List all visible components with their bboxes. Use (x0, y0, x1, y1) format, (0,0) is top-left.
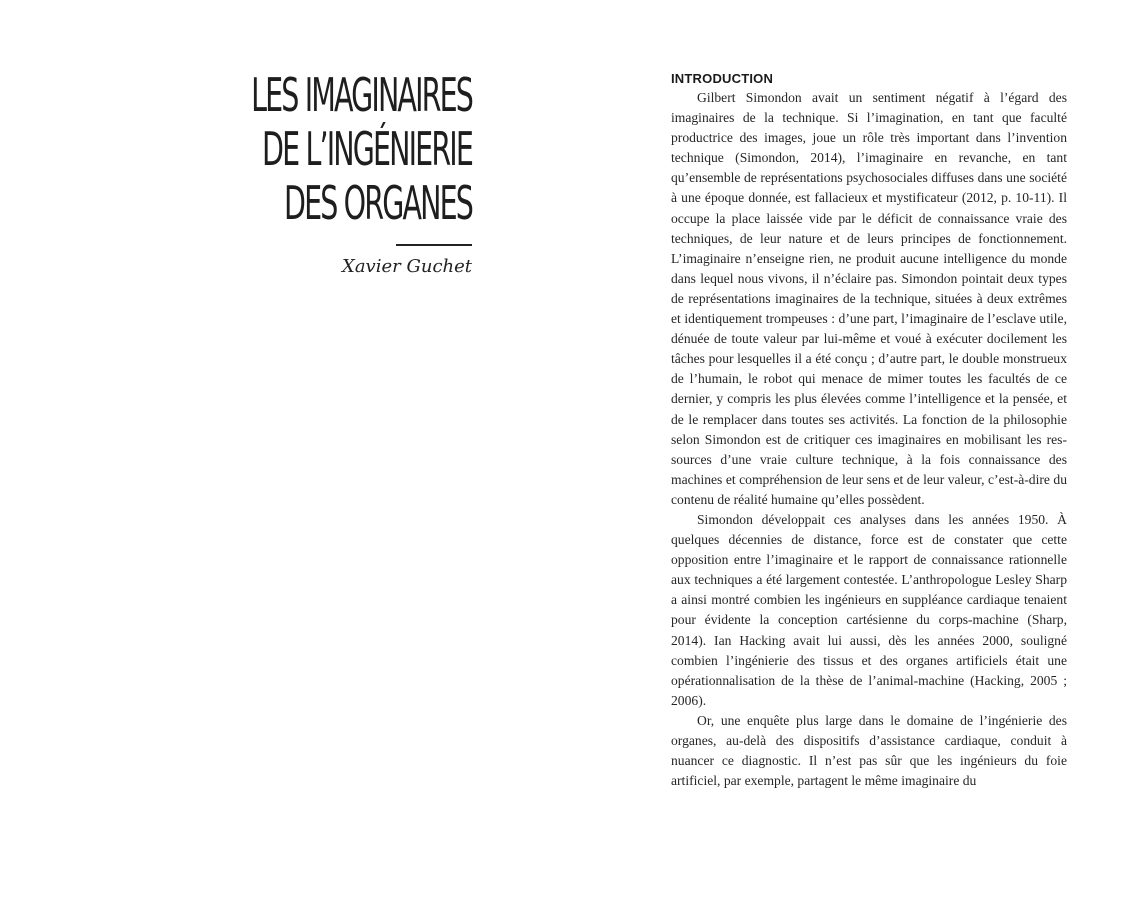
body-paragraph: Gilbert Simondon avait un sentiment négatif à l’égard des imaginaires de la technique. Si l’imagination, en tant que faculté productrice des images, joue un rôle très important dans l’invention technique (Simondon, 2014), l’imaginaire en revanche, en tant qu’ensemble de représentations psychosociales diffuses dans une société à une époque donnée, est fallacieux et mystificateur (2012, p. 10-11). Il occupe la place laissée vide par le déficit de connaissance vraie des techniques, de leur nature et de leurs principes de fonctionnement. L’imaginaire n’enseigne rien, ne produit aucune intelligence du monde dans lequel nous vivons, il n’éclaire pas. Simondon pointait deux types de représentations imaginaires de la technique, situées à deux extrêmes et identiquement trompeuses : d’une part, l’imaginaire de l’esclave utile, dénuée de toute valeur par lui-même et voué à exécuter docilement les tâches pour lesquelles il a été conçu ; d’autre part, le double monstrueux de l’humain, le robot qui menace de mimer toutes les facultés de ce dernier, y compris les plus élevées comme l’intelligence et la pensée, et de le remplacer dans toutes ses activités. La fonction de la philosophie selon Simondon est de critiquer ces imaginaires en mobilisant les ressources d’une vraie culture technique, à la fois connaissance des machines et compréhension de leur sens et de leur valeur, c’est-à-dire du contenu de réalité humaine qu’elles possèdent. (671, 90, 1067, 507)
body-paragraph: Simondon développait ces analyses dans les années 1950. À quelques décennies de distance, force est de constater que cette opposition entre l’imaginaire et le rapport de connaissance rationnelle aux techniques a été largement contestée. L’anthropologue Lesley Sharp a ainsi montré combien les ingénieurs en suppléance cardiaque tenaient pour évidente la conception cartésienne du corps-machine (Sharp, 2014). Ian Hacking avait lui aussi, dès les années 2000, souligné combien l’ingénierie des tissus et des organes artificiels était une opérationnalisation de la thèse de l’animal-machine (Hacking, 2005 ; 2006). (671, 511, 1067, 708)
body-paragraph: Or, une enquête plus large dans le domaine de l’ingénierie des organes, au-delà des dispositifs d’assistance cardiaque, conduit à nuancer ce diagnostic. Il n’est pas sûr que les ingénieurs du foie artificiel, par exemple, partagent le même imaginaire du (671, 712, 1067, 789)
chapter-title-line: DES ORGANES (283, 176, 472, 230)
section-heading: INTRODUCTION (671, 71, 774, 86)
title-divider (396, 244, 472, 246)
chapter-title-block (112, 68, 472, 279)
author-name: Xavier Guchet (342, 256, 472, 277)
right-page (572, 0, 1144, 905)
chapter-title-line: DE L’INGÉNIERIE (262, 122, 472, 176)
body-text-column (671, 70, 1067, 791)
chapter-title-line: LES IMAGINAIRES (251, 68, 472, 122)
